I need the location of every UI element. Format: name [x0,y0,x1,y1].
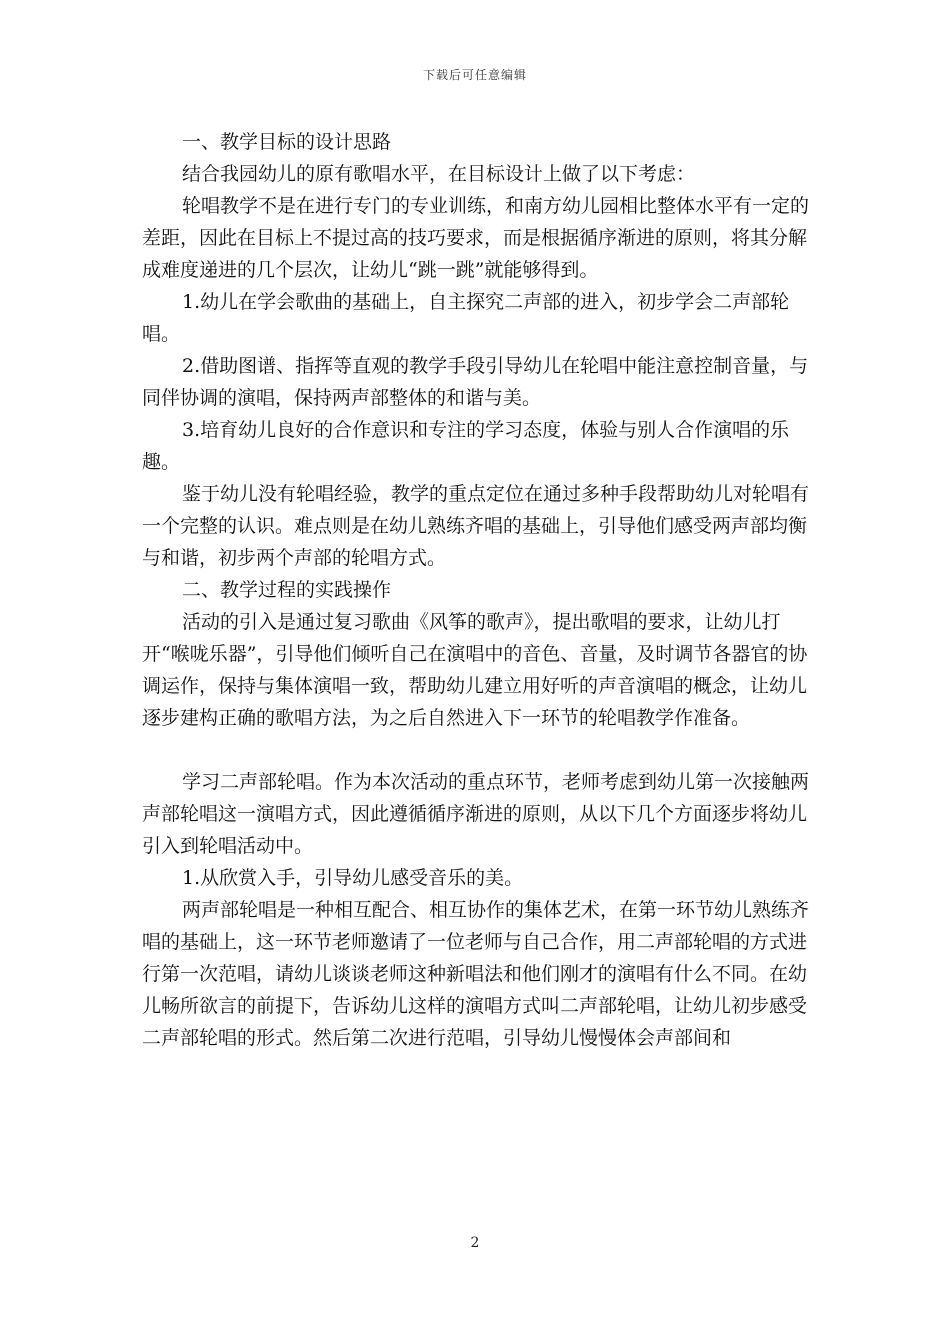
paragraph-gap [142,734,822,766]
paragraph: 结合我园幼儿的原有歌唱水平，在目标设计上做了以下考虑： [182,163,696,185]
paragraph: 轮唱教学不是在进行专门的专业训练，和南方幼儿园相比整体水平有一定的差距，因此在目标上不提过高的技巧要求，而是根据循序渐进的原则，将其分解成难度递进的几个层次，让幼儿“跳一跳”就能够得到。 [142,195,810,281]
paragraph: 两声部轮唱是一种相互配合、相互协作的集体艺术，在第一环节幼儿熟练齐唱的基础上，这一环节老师邀请了一位老师与自己合作，用二声部轮唱的方式进行第一次范唱，请幼儿谈谈老师这种新唱法和他们刚才的演唱有什么不同。在幼儿畅所欲言的前提下，告诉幼儿这样的演唱方式叫二声部轮唱，让幼儿初步感受二声部轮唱的形式。然后第二次进行范唱，引导幼儿慢慢体会声部间和 [142,899,810,1049]
objective-item-1: 1.幼儿在学会歌曲的基础上，自主探究二声部的进入，初步学会二声部轮唱。 [142,291,790,345]
document-body [142,126,822,1054]
paragraph: 学习二声部轮唱。作为本次活动的重点环节，老师考虑到幼儿第一次接触两声部轮唱这一演唱方式，因此遵循循序渐进的原则，从以下几个方面逐步将幼儿引入到轮唱活动中。 [142,771,810,857]
step-item-1: 1.从欣赏入手，引导幼儿感受音乐的美。 [182,867,524,889]
page-header: 下载后可任意编辑 [422,68,527,82]
section-heading-1: 一、教学目标的设计思路 [182,131,392,153]
page-number: 2 [470,1235,480,1251]
objective-item-2: 2.借助图谱、指挥等直观的教学手段引导幼儿在轮唱中能注意控制音量，与同伴协调的演唱，保持两声部整体的和谐与美。 [142,355,809,409]
paragraph: 鉴于幼儿没有轮唱经验，教学的重点定位在通过多种手段帮助幼儿对轮唱有一个完整的认识。难点则是在幼儿熟练齐唱的基础上，引导他们感受两声部均衡与和谐，初步两个声部的轮唱方式。 [142,483,810,569]
section-heading-2: 二、教学过程的实践操作 [182,579,392,601]
objective-item-3: 3.培育幼儿良好的合作意识和专注的学习态度，体验与别人合作演唱的乐趣。 [142,419,790,473]
paragraph: 活动的引入是通过复习歌曲《风筝的歌声》，提出歌唱的要求，让幼儿打开“喉咙乐器”，引导他们倾听自己在演唱中的音色、音量，及时调节各器官的协调运作，保持与集体演唱一致，帮助幼儿建立用好听的声音演唱的概念，让幼儿逐步建构正确的歌唱方法，为之后自然进入下一环节的轮唱教学作准备。 [142,611,808,729]
